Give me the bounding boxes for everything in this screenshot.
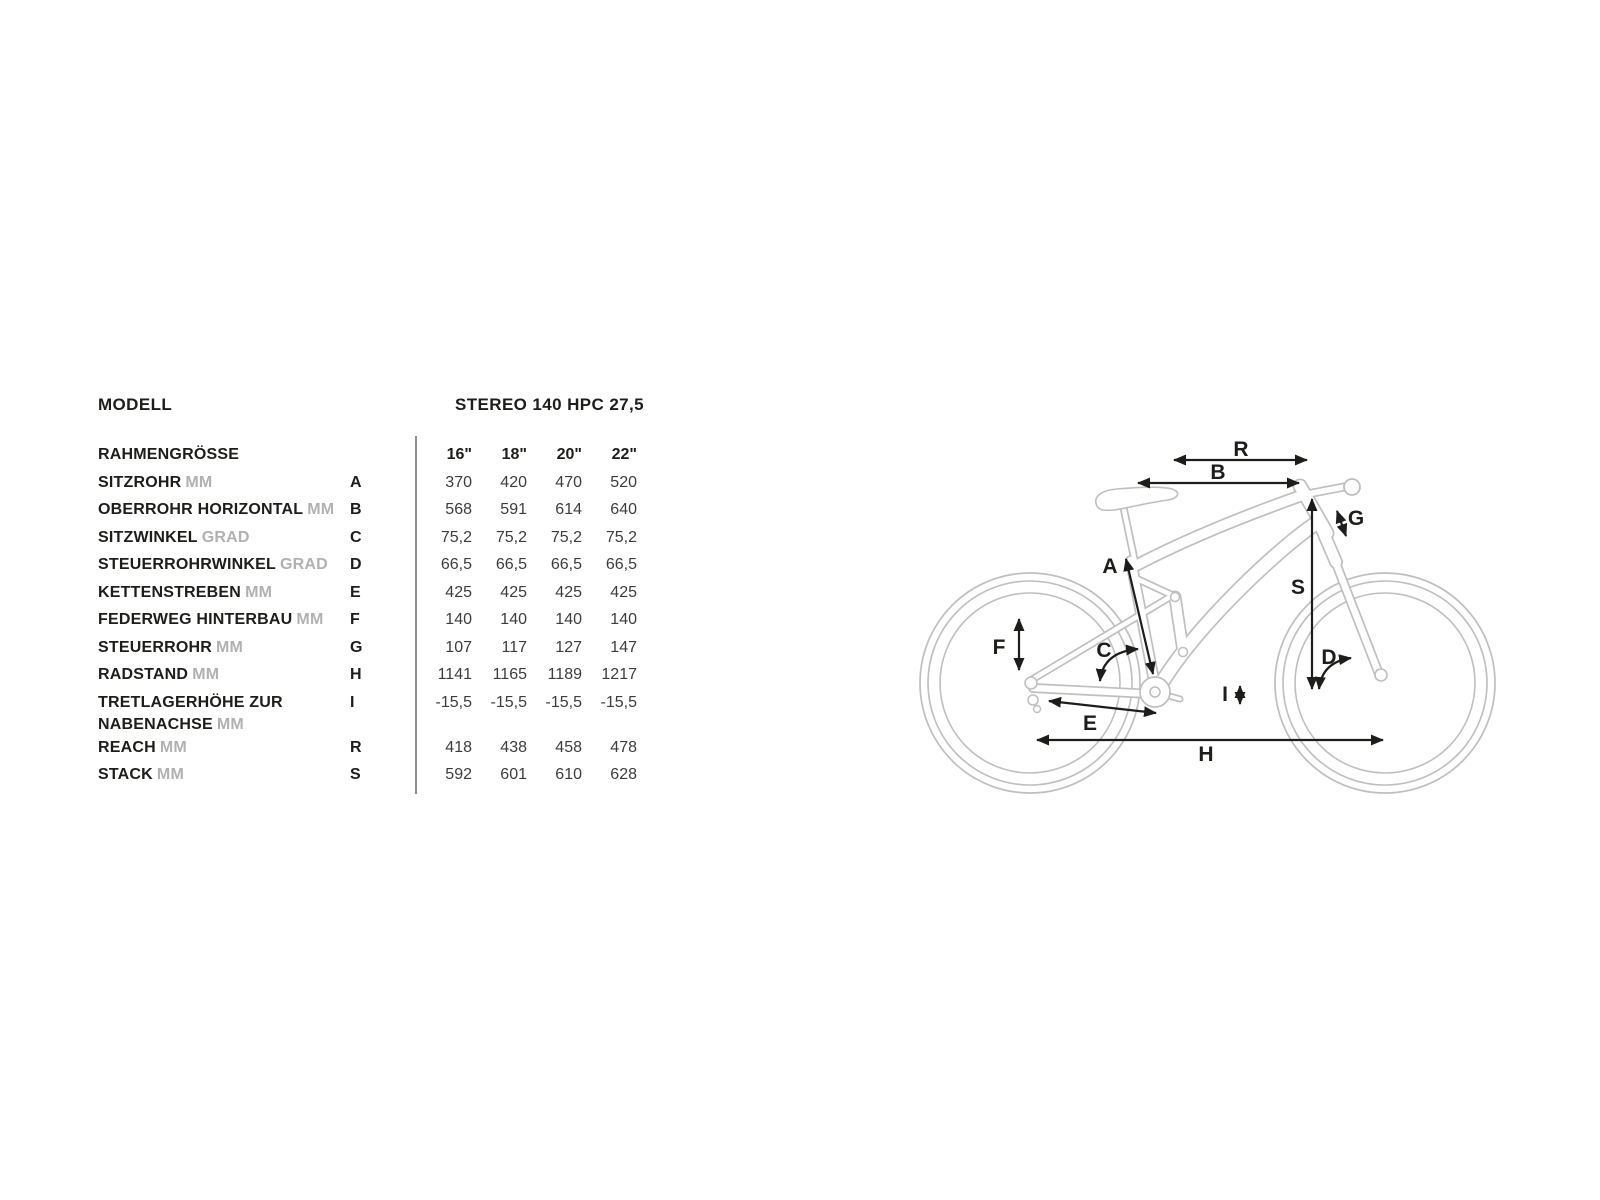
table-row — [98, 637, 638, 665]
row-value: 438 — [500, 738, 527, 756]
row-value: 140 — [555, 611, 582, 628]
dimension-arrows — [1019, 460, 1383, 740]
row-value: -15,5 — [545, 693, 582, 711]
row-value: 147 — [610, 638, 637, 656]
table-row — [98, 527, 638, 555]
row-value: -15,5 — [600, 693, 637, 711]
row-value: 458 — [555, 738, 582, 756]
size-col-header: 22" — [611, 446, 637, 463]
dim-label-f: F — [992, 636, 1006, 659]
table-row — [98, 692, 638, 737]
row-value: 520 — [610, 473, 637, 491]
row-unit: MM — [159, 738, 187, 756]
bike-geometry-diagram — [880, 390, 1520, 820]
row-label: FEDERWEG HINTERBAU — [98, 611, 293, 628]
row-value: 1217 — [601, 666, 637, 683]
shock-upper-eyelet — [1171, 593, 1180, 602]
row-letter: H — [350, 666, 362, 683]
dim-label-b: B — [1210, 461, 1226, 484]
table-row — [98, 609, 638, 637]
dim-arrow-g — [1337, 511, 1346, 536]
row-value: 117 — [501, 638, 527, 656]
row-value: 1189 — [547, 666, 582, 683]
dim-label-s: S — [1290, 576, 1306, 599]
row-label: TRETLAGERHÖHE ZUR NABENACHSE — [98, 693, 283, 733]
row-value: 140 — [610, 611, 637, 628]
saddle — [1096, 487, 1178, 510]
row-value: 1165 — [492, 666, 527, 683]
row-value: 478 — [610, 738, 637, 756]
row-unit: MM — [307, 501, 335, 518]
row-value: 420 — [500, 473, 527, 491]
row-value: 591 — [500, 501, 527, 518]
row-value: 425 — [445, 583, 472, 601]
row-value: 140 — [500, 611, 527, 628]
row-value: 140 — [445, 611, 472, 628]
row-letter: C — [350, 528, 362, 546]
row-value: 418 — [445, 738, 472, 756]
row-letter: I — [350, 693, 355, 711]
row-value: -15,5 — [490, 693, 527, 711]
dim-label-i: I — [1222, 683, 1228, 706]
row-value: 1141 — [437, 666, 472, 683]
row-value: 470 — [555, 473, 582, 491]
rear-hub — [1025, 677, 1037, 689]
row-label: SITZROHR — [98, 473, 182, 491]
row-value: 628 — [610, 766, 637, 783]
size-col-header: 18" — [501, 446, 527, 463]
row-label: STACK — [98, 766, 153, 783]
dim-label-h: H — [1198, 743, 1214, 766]
rear-derailleur-pulley — [1034, 706, 1041, 713]
row-value: 592 — [445, 766, 472, 783]
row-unit: GRAD — [201, 528, 250, 546]
row-letter: S — [350, 766, 361, 783]
row-letter: A — [350, 473, 362, 491]
row-label: STEUERROHR — [98, 638, 213, 656]
row-value: 66,5 — [605, 556, 637, 573]
model-header-row — [98, 394, 658, 416]
dim-label-c: C — [1096, 639, 1112, 662]
table-header-row — [98, 444, 638, 472]
table-row — [98, 554, 638, 582]
dim-label-a: A — [1102, 555, 1118, 578]
front-wheel — [1275, 573, 1495, 793]
table-row — [98, 764, 638, 792]
row-unit: MM — [296, 611, 324, 628]
row-unit: MM — [216, 638, 244, 656]
table-row — [98, 664, 638, 692]
row-letter: B — [350, 501, 362, 518]
row-value: 75,2 — [605, 528, 637, 546]
dim-arrow-e — [1049, 701, 1156, 713]
dim-label-e: E — [1082, 712, 1098, 735]
row-unit: MM — [156, 766, 184, 783]
row-letter: E — [350, 583, 361, 601]
row-value: 425 — [555, 583, 582, 601]
front-hub — [1375, 669, 1387, 681]
dim-label-r: R — [1233, 438, 1249, 461]
row-value: 614 — [555, 501, 582, 518]
table-row — [98, 737, 638, 765]
row-label: SITZWINKEL — [98, 528, 198, 546]
row-value: 66,5 — [550, 556, 582, 573]
row-value: -15,5 — [435, 693, 472, 711]
row-value: 66,5 — [495, 556, 527, 573]
row-letter: D — [350, 556, 362, 573]
row-value: 640 — [610, 501, 637, 518]
row-value: 370 — [445, 473, 472, 491]
model-value: STEREO 140 HPC 27,5 — [455, 395, 645, 414]
row-value: 75,2 — [495, 528, 527, 546]
geometry-table — [98, 444, 638, 792]
dim-label-d: D — [1321, 646, 1337, 669]
shock-lower-eyelet — [1179, 648, 1188, 657]
row-letter: R — [350, 738, 362, 756]
table-row — [98, 499, 638, 527]
size-col-header: 16" — [446, 446, 472, 463]
row-value: 610 — [555, 766, 582, 783]
row-unit: MM — [192, 666, 220, 683]
table-row — [98, 472, 638, 500]
handlebar-grip — [1344, 479, 1360, 495]
table-row — [98, 582, 638, 610]
row-value: 601 — [500, 766, 527, 783]
row-value: 66,5 — [440, 556, 472, 573]
row-label: STEUERROHRWINKEL — [98, 556, 277, 573]
row-value: 127 — [555, 638, 582, 656]
row-label: OBERROHR HORIZONTAL — [98, 501, 304, 518]
row-label: REACH — [98, 738, 156, 756]
row-value: 568 — [445, 501, 472, 518]
model-label: MODELL — [98, 395, 173, 414]
bottom-bracket — [1150, 687, 1160, 697]
row-value: 425 — [610, 583, 637, 601]
row-value: 107 — [445, 638, 472, 656]
size-col-header: 20" — [556, 446, 582, 463]
dim-label-g: G — [1347, 507, 1365, 530]
row-unit: MM — [245, 583, 273, 601]
rear-derailleur — [1028, 695, 1038, 705]
row-value: 75,2 — [550, 528, 582, 546]
row-unit: MM — [216, 716, 244, 733]
row-label: KETTENSTREBEN — [98, 583, 242, 601]
row-letter: G — [350, 638, 363, 656]
row-unit: MM — [185, 473, 213, 491]
row-label: RADSTAND — [98, 666, 189, 683]
row-value: 75,2 — [440, 528, 472, 546]
size-header-label: RAHMENGRÖSSE — [98, 446, 240, 463]
row-unit: GRAD — [280, 556, 328, 573]
row-value: 425 — [500, 583, 527, 601]
row-letter: F — [350, 611, 360, 628]
